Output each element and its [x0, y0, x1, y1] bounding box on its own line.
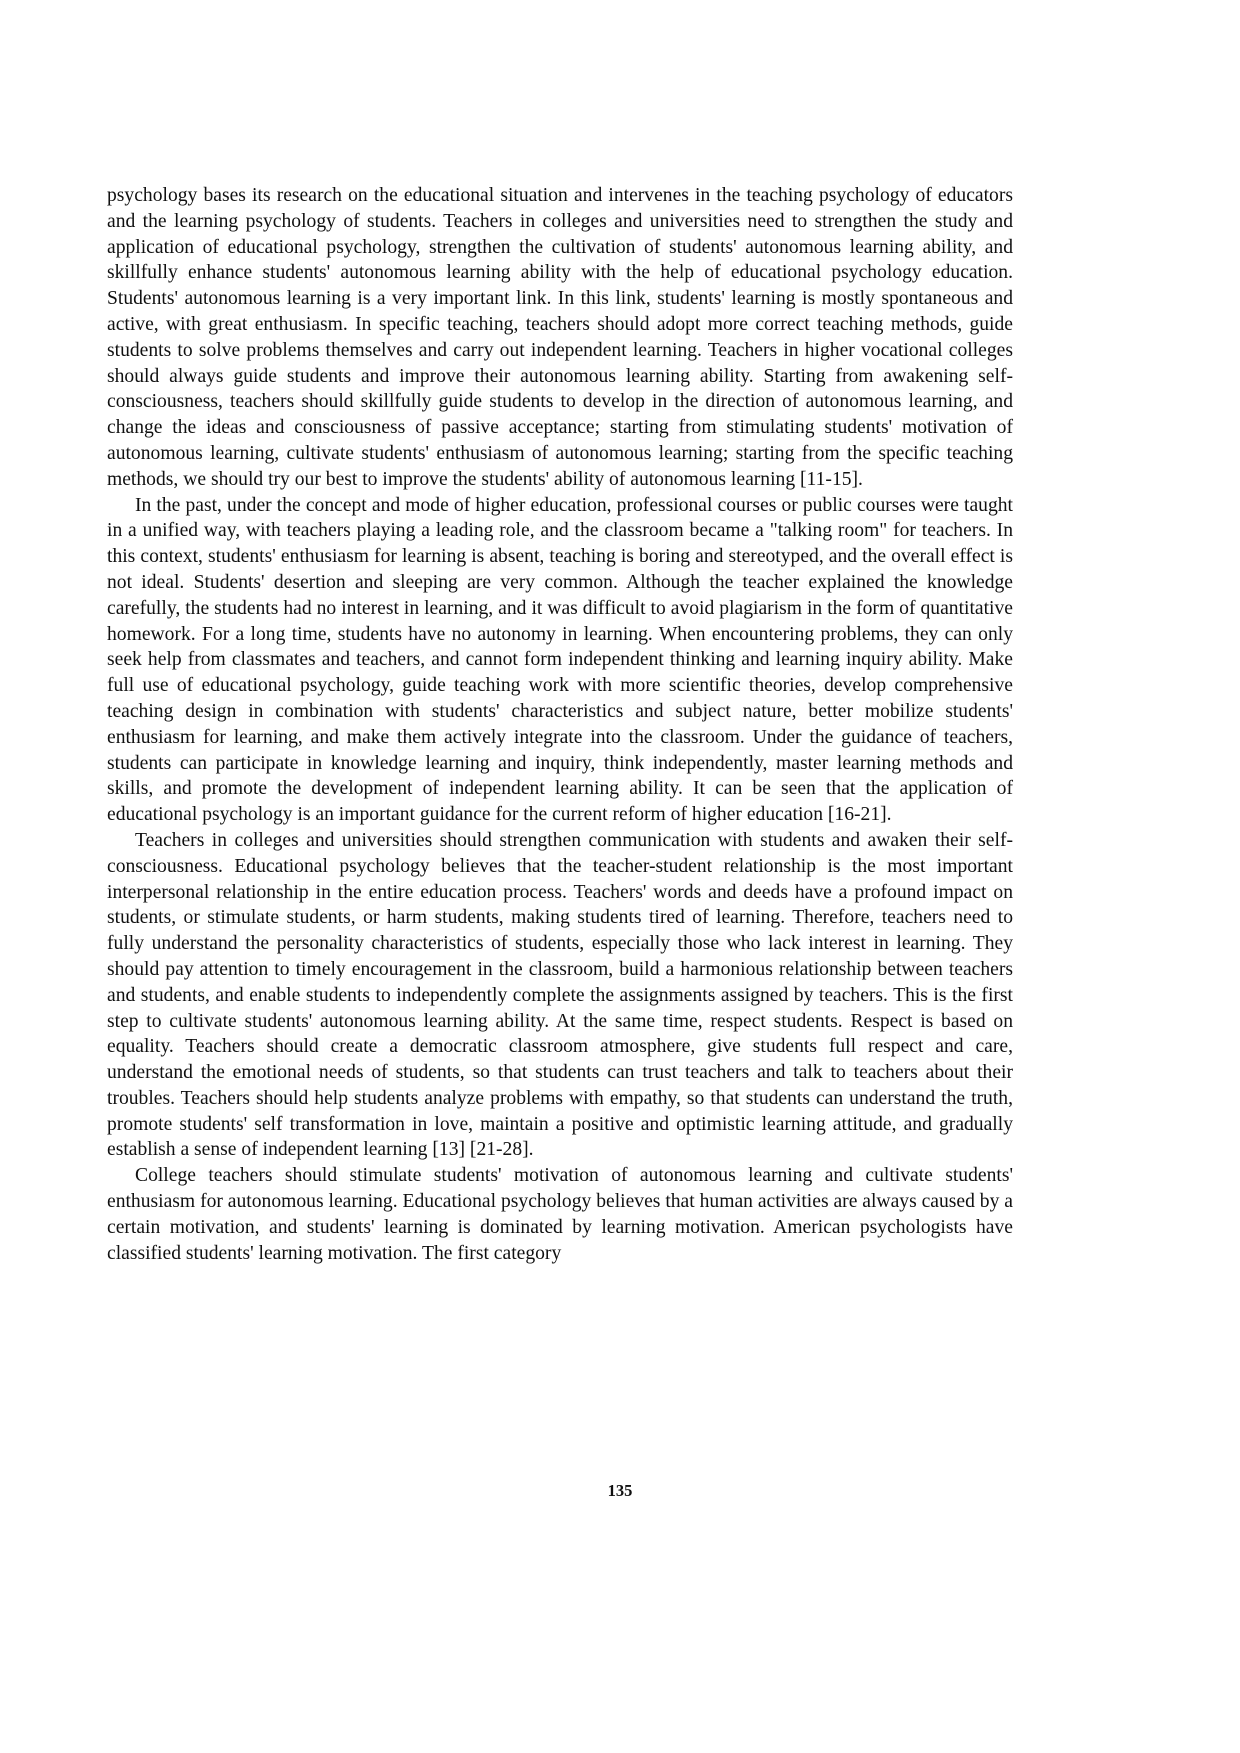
paragraph-4: College teachers should stimulate students' motivation of autonomous learning and cultivate students' enthusiasm for autonomous learning. Educational psychology believes that human activities are always caused by a certain motivation, and students' learning is dominated by learning motivation. American psychologists have classified students' learning motivation. The first category: [107, 1165, 1013, 1264]
paragraph-3: Teachers in colleges and universities should strengthen communication with students and awaken their self-consciousness. Educational psychology believes that the teacher-student relationship is the most important interpersonal relationship in the entire education process. Teachers' words and deeds have a profound impact on students, or stimulate students, or harm students, making students tired of learning. Therefore, teachers need to fully understand the personality characteristics of students, especially those who lack interest in learning. They should pay attention to timely encouragement in the classroom, build a harmonious relationship between teachers and students, and enable students to independently complete the assignments assigned by teachers. This is the first step to cultivate students' autonomous learning ability. At the same time, respect students. Respect is based on equality. Teachers should create a democratic classroom atmosphere, give students full respect and care, understand the emotional needs of students, so that students can trust teachers and talk to teachers about their troubles. Teachers should help students analyze problems with empathy, so that students can understand the truth, promote students' self transformation in love, maintain a positive and optimistic learning attitude, and gradually establish a sense of independent learning [13] [21-28].: [107, 829, 1013, 1161]
paragraph-1: psychology bases its research on the educational situation and intervenes in the teaching psychology of educators and the learning psychology of students. Teachers in colleges and universities need to strengthen the study and application of educational psychology, strengthen the cultivation of students' autonomous learning ability, and skillfully enhance students' autonomous learning ability with the help of educational psychology education. Students' autonomous learning is a very important link. In this link, students' learning is mostly spontaneous and active, with great enthusiasm. In specific teaching, teachers should adopt more correct teaching methods, guide students to solve problems themselves and carry out independent learning. Teachers in higher vocational colleges should always guide students and improve their autonomous learning ability. Starting from awakening self-consciousness, teachers should skillfully guide students to develop in the direction of autonomous learning, and change the ideas and consciousness of passive acceptance; starting from stimulating students' motivation of autonomous learning, cultivate students' enthusiasm of autonomous learning; starting from the specific teaching methods, we should try our best to improve the students' ability of autonomous learning [11-15].: [107, 185, 1013, 490]
paragraph-2: In the past, under the concept and mode of higher education, professional courses or public courses were taught in a unified way, with teachers playing a leading role, and the classroom became a "talking room" for teachers. In this context, students' enthusiasm for learning is absent, teaching is boring and stereotyped, and the overall effect is not ideal. Students' desertion and sleeping are very common. Although the teacher explained the knowledge carefully, the students had no interest in learning, and it was difficult to avoid plagiarism in the form of quantitative homework. For a long time, students have no autonomy in learning. When encountering problems, they can only seek help from classmates and teachers, and cannot form independent thinking and learning inquiry ability. Make full use of educational psychology, guide teaching work with more scientific theories, develop comprehensive teaching design in combination with students' characteristics and subject nature, better mobilize students' enthusiasm for learning, and make them actively integrate into the classroom. Under the guidance of teachers, students can participate in knowledge learning and inquiry, think independently, master learning methods and skills, and promote the development of independent learning ability. It can be seen that the application of educational psychology is an important guidance for the current reform of higher education [16-21].: [107, 494, 1013, 826]
page-body: [107, 183, 1013, 1266]
page-number: 135: [607, 1481, 633, 1500]
